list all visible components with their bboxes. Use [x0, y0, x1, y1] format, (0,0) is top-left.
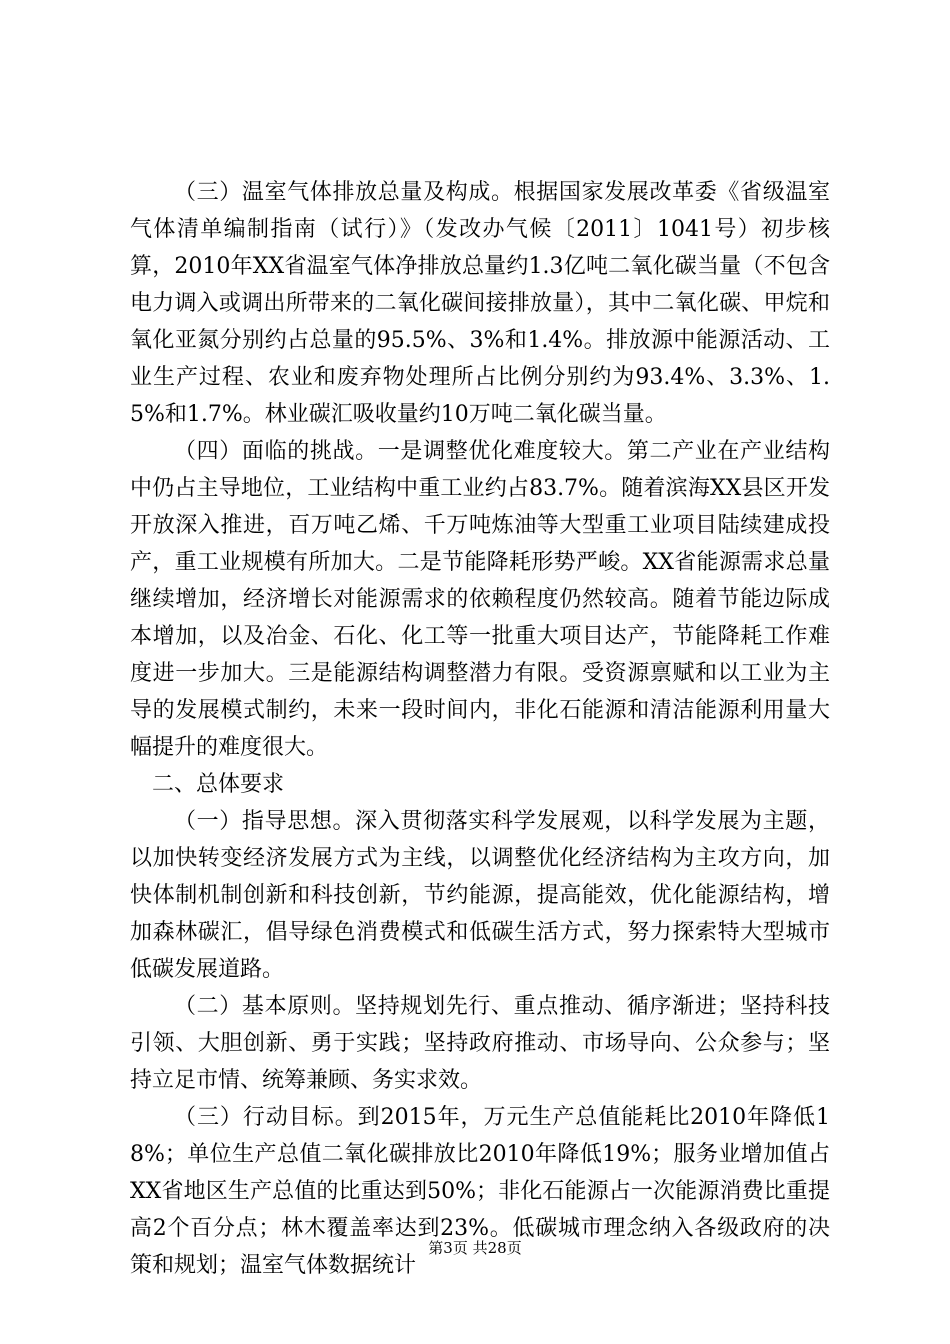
paragraph-basic-principles: （二）基本原则。坚持规划先行、重点推动、循序渐进；坚持科技引领、大胆创新、勇于实践；坚持政府推动、市场导向、公众参与；坚持立足市情、统筹兼顾、务实求效。 [130, 994, 830, 1093]
paragraph-challenges: （四）面临的挑战。一是调整优化难度较大。第二产业在产业结构中仍占主导地位，工业结构中重工业约占83.7%。随着滨海XX县区开发开放深入推进，百万吨乙烯、千万吨炼油等大型重工业项目陆续建成投产，重工业规模有所加大。二是节能降耗形势严峻。XX省能源需求总量继续增加，经济增长对能源需求的依赖程度仍然较高。随着节能边际成本增加，以及冶金、石化、化工等一批重大项目达产，节能降耗工作难度进一步加大。三是能源结构调整潜力有限。受资源禀赋和以工业为主导的发展模式制约，未来一段时间内，非化石能源和清洁能源利用量大幅提升的难度很大。 [130, 439, 830, 760]
page-number: 第3页 共28页 [428, 1239, 522, 1257]
paragraph-emissions-total: （三）温室气体排放总量及构成。根据国家发展改革委《省级温室气体清单编制指南（试行）》（发改办气候〔2011〕1041号）初步核算，2010年XX省温室气体净排放总量约1.3亿吨二氧化碳当量（不包含电力调入或调出所带来的二氧化碳间接排放量），其中二氧化碳、甲烷和氧化亚氮分别约占总量的95.5%、3%和1.4%。排放源中能源活动、工业生产过程、农业和废弃物处理所占比例分别约为93.4%、3.3%、1.5%和1.7%。林业碳汇吸收量约10万吨二氧化碳当量。 [130, 180, 830, 427]
paragraph-action-targets: （三）行动目标。到2015年，万元生产总值能耗比2010年降低18%；单位生产总值二氧化碳排放比2010年降低19%；服务业增加值占XX省地区生产总值的比重达到50%；非化石能源占一次能源消费比重提高2个百分点；林木覆盖率达到23%。低碳城市理念纳入各级政府的决策和规划；温室气体数据统计 [130, 1105, 830, 1278]
page-footer [0, 1238, 950, 1258]
section-heading-overall-requirements: 二、总体要求 [152, 772, 285, 797]
paragraph-guiding-ideology: （一）指导思想。深入贯彻落实科学发展观，以科学发展为主题，以加快转变经济发展方式为主线，以调整优化经济结构为主攻方向，加快体制机制创新和科技创新，节约能源，提高能效，优化能源结构，增加森林碳汇，倡导绿色消费模式和低碳生活方式，努力探索特大型城市低碳发展道路。 [130, 809, 830, 982]
document-body [130, 174, 830, 1284]
